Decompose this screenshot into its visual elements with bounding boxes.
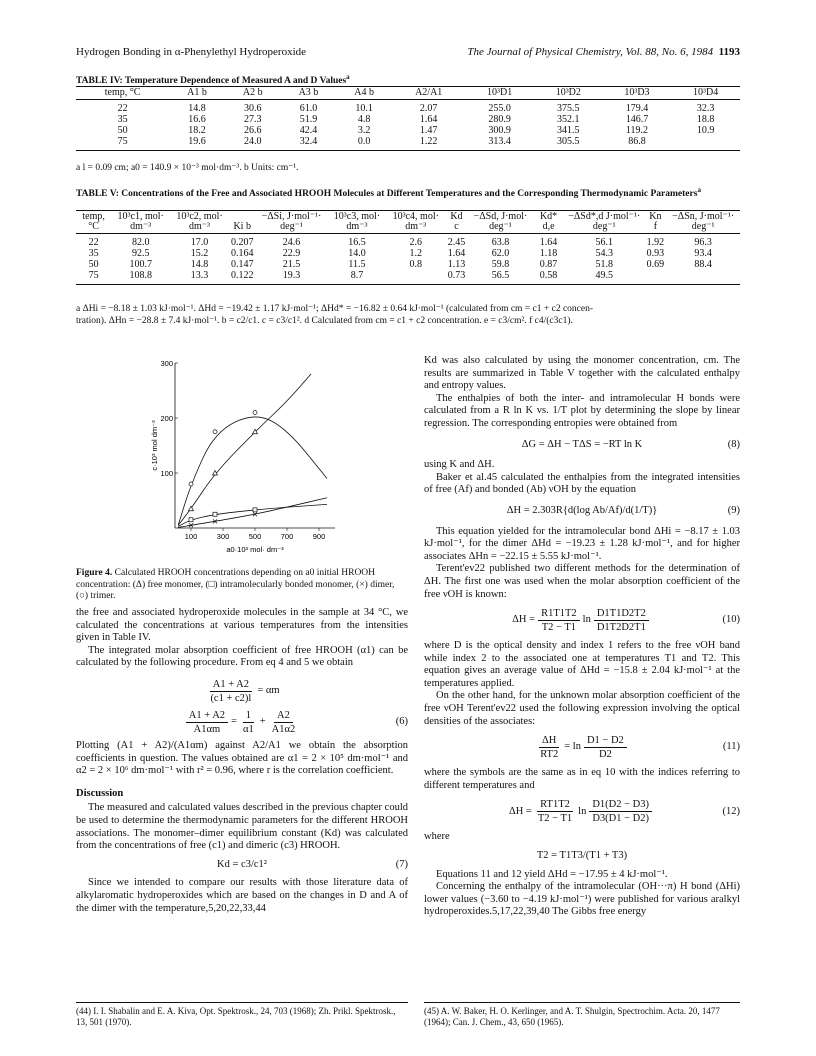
right-paragraph-2: The enthalpies of both the inter- and intramolecular H bonds were calculated from a R ln K vs. 1/T plot by determining the slope by linear regression. The corresponding entropies were obtained from (424, 392, 740, 429)
data-point (213, 512, 217, 516)
table4-header-2: A2 b (225, 87, 281, 100)
table-cell: 92.5 (131, 248, 150, 259)
equation-8: ΔG = ΔH − TΔS = −RT ln K (8) (521, 438, 740, 450)
equation-6a: $\frac{A1 + A2}{(c1 + c2)l}$ = αm (210, 678, 280, 704)
table-cell: 50 (88, 259, 99, 270)
table-cell: 2.07 (419, 103, 438, 114)
table-cell: 54.3 (595, 248, 613, 259)
table-cell: 10.9 (696, 125, 715, 136)
y-tick-label: 300 (160, 359, 173, 368)
table-cell: 1.22 (392, 136, 465, 151)
table5-header-0: temp, °C (76, 211, 111, 234)
table-cell: 0.69 (646, 259, 665, 270)
table5-header-12: −ΔSn, J·mol⁻¹· deg⁻¹ (666, 211, 740, 234)
figure4-chart (145, 355, 345, 565)
table-cell: 49.5 (564, 270, 644, 285)
table-cell: 1.64 (447, 248, 466, 259)
table4-footnote: a l = 0.09 cm; a0 = 140.9 × 10⁻³ mol·dm⁻³. b Units: cm⁻¹. (76, 163, 299, 173)
table5-header-4: −ΔSi, J·mol⁻¹· deg⁻¹ (255, 211, 327, 234)
table-cell: 18.8 (696, 114, 715, 125)
right-paragraph-9: where the symbols are the same as in eq 10 with the indices referring to different temperatures and (424, 767, 740, 791)
table-cell: 10.1 (355, 103, 373, 114)
table-cell: 62.0 (491, 248, 510, 259)
table5-header-5: 10³c3, mol· dm⁻³ (328, 211, 387, 234)
table4 (76, 86, 740, 151)
table-cell: 21.5 (282, 259, 301, 270)
right-paragraph-7: where D is the optical density and index 1 refers to the free νOH band while index 2 to the associated one at temperatures T1 and T2. This equation gives an average value of ΔHd = −15.8 ± 2.04 kJ·mol⁻¹ at the temperatures applied. (424, 640, 740, 689)
table5-header-3: Ki b (229, 211, 256, 234)
right-paragraph-12: Concerning the enthalpy of the intramolecular (OH···π) H bond (ΔHi) lower values (−3.60 to −4.19 kJ·mol⁻¹) were published for various aralkyl hydroperoxides.5,17,22,39,40 The Gibbs free energy (424, 881, 740, 918)
table-cell: 19.3 (255, 270, 327, 285)
table-cell: 50 (117, 125, 128, 136)
table-cell: 35 (117, 114, 128, 125)
table4-header-4: A4 b (336, 87, 392, 100)
table-cell: 1.13 (447, 259, 466, 270)
running-title: Hydrogen Bonding in α-Phenylethyl Hydroperoxide (76, 46, 307, 58)
table-cell: 56.1 (595, 237, 613, 248)
table-cell: 1.18 (539, 248, 558, 259)
right-paragraph-3: using K and ΔH. (424, 459, 495, 471)
table-cell: 280.9 (488, 114, 511, 125)
table-cell: 14.8 (188, 103, 206, 114)
table-cell: 82.0 (131, 237, 150, 248)
table-cell: 35 (88, 248, 99, 259)
table-cell: 19.6 (169, 136, 225, 151)
x-axis-label: a0·10³ mol· dm⁻³ (226, 545, 284, 554)
table4-header-5: A2/A1 (392, 87, 465, 100)
table4-header-9: 10³D4 (671, 87, 740, 100)
table4-header-3: A3 b (281, 87, 337, 100)
table-cell: 24.6 (282, 237, 301, 248)
table-cell: 108.8 (111, 270, 170, 285)
table-cell: 0.8 (409, 259, 423, 270)
table-cell: 119.2 (625, 125, 649, 136)
table-cell: 75 (76, 270, 111, 285)
table-row (76, 259, 740, 270)
table-cell: 11.5 (348, 259, 366, 270)
table-cell: 22 (117, 103, 128, 114)
discussion-heading: Discussion (76, 787, 124, 799)
table-cell: 63.8 (491, 237, 510, 248)
table5-caption: TABLE V: Concentrations of the Free and Associated HROOH Molecules at Different Temperatures and the Corresponding Thermodynamic Parameters$^a$ (76, 186, 701, 200)
table5-header-11: Kn f (644, 211, 666, 234)
data-point (213, 430, 217, 434)
table-row (76, 114, 740, 125)
table-cell: 179.4 (625, 103, 649, 114)
table-cell: 96.3 (694, 237, 712, 248)
data-point (253, 411, 257, 415)
table-cell: 146.7 (625, 114, 649, 125)
table-cell: 1.92 (646, 237, 665, 248)
footnote-rule-left (76, 1002, 408, 1003)
equation-11: $\frac{\Delta H}{RT2}$ = ln $\frac{D1 - D2}{D2}$ (11) (540, 735, 740, 761)
table4-caption: TABLE IV: Temperature Dependence of Measured A and D Values$^a$ (76, 73, 350, 87)
left-paragraph-5: Since we intended to compare our results with those literature data of alkylaromatic hydroperoxides which are based on the changes in D and A of the dimer with the temperature,5,20,22,33,44 (76, 877, 408, 914)
table-cell: 2.45 (447, 237, 466, 248)
table-cell: 100.7 (129, 259, 152, 270)
table4-header-8: 10³D3 (603, 87, 672, 100)
table-cell: 352.1 (557, 114, 580, 125)
journal-citation: The Journal of Physical Chemistry, Vol. 88, No. 6, 1984 1193 (467, 46, 740, 58)
right-paragraph-11: Equations 11 and 12 yield ΔHd = −17.95 ± 4 kJ·mol⁻¹. (436, 868, 668, 880)
right-paragraph-4: Baker et al.45 calculated the enthalpies from the integrated intensities of free (Af) and bonded (Ab) νOH by the equation (424, 471, 740, 496)
table-cell: 1.47 (419, 125, 438, 136)
right-paragraph-8: On the other hand, for the unknown molar absorption coefficient of the free νOH Terent'ev22 used the following expression involving the optical densities of the associates: (424, 690, 740, 727)
y-axis-label: c·10³ mol dm⁻³ (150, 420, 159, 471)
left-column (76, 607, 408, 915)
table-cell: 341.5 (557, 125, 580, 136)
table-cell: 0.73 (445, 270, 468, 285)
table-cell (386, 270, 445, 285)
data-point (189, 482, 193, 486)
table-cell: 22.9 (282, 248, 301, 259)
footnote-rule-right (424, 1002, 740, 1003)
table5-header-6: 10³c4, mol· dm⁻³ (386, 211, 445, 234)
data-point (253, 508, 257, 512)
left-paragraph-2: The integrated molar absorption coefficient of free HROOH (α1) can be calculated by the following procedure. From eq 4 and 5 we obtain (76, 644, 408, 669)
table-cell: 1.64 (539, 237, 558, 248)
table-cell: 4.8 (357, 114, 371, 125)
table-cell: 18.2 (188, 125, 206, 136)
figure4-caption: Figure 4. Calculated HROOH concentrations depending on a0 initial HROOH concentration: (Δ) free monomer, (□) intramolecularly bonded monomer, (×) dimer, (○) trimer. (76, 568, 395, 601)
table-cell: 0.207 (230, 237, 254, 248)
table-cell: 61.0 (299, 103, 318, 114)
equation-12: ΔH = $\frac{RT1T2}{T2 - T1}$ ln $\frac{D1(D2 - D3)}{D3(D1 - D2)}$ (12) (508, 799, 740, 825)
table-cell: 15.2 (190, 248, 209, 259)
table-cell: 30.6 (243, 103, 262, 114)
table5-footnote-2: tration). ΔHn = −28.8 ± 7.4 kJ·mol⁻¹. b = c2/c1. c = c3/c1². d Calculated from cm = c1 + c2 concentration. e = c3/cm². f c4/(c3c1). (76, 316, 573, 326)
data-point (189, 518, 193, 522)
equation-6b: $\frac{A1 + A2}{A1\alpha m}$ = $\frac{1}{\alpha 1}$ + $\frac{A2}{A1\alpha 2}$ (6) (76, 709, 408, 736)
table-row (76, 136, 740, 151)
table-cell: 32.4 (281, 136, 337, 151)
table-cell: 375.5 (557, 103, 580, 114)
table-row (76, 270, 740, 285)
table-row (76, 125, 740, 136)
x-tick-label: 900 (312, 532, 326, 541)
series-line-1 (178, 504, 327, 526)
reference-44: (44) I. I. Shabalin and E. A. Kiva, Opt. Spektrosk., 24, 703 (1968); Zh. Prikl. Spektrosk., 13, 501 (1970). (76, 1006, 396, 1027)
table-cell: 16.6 (188, 114, 206, 125)
table5-header-10: −ΔSd*,d J·mol⁻¹· deg⁻¹ (564, 211, 644, 234)
table-cell: 255.0 (488, 103, 511, 114)
table5 (76, 210, 740, 285)
table5-header-1: 10³c1, mol· dm⁻³ (111, 211, 170, 234)
left-paragraph-4: The measured and calculated values described in the previous chapter could be used to determine the thermodynamic parameters for the different HROOH associations. The monomer–dimer equilibrium constant (Kd) was calculated from the concentrations of free (c1) and dimeric (c3) HROOH. (76, 802, 408, 852)
table-cell: 59.8 (491, 259, 510, 270)
table4-header-1: A1 b (169, 87, 225, 100)
right-paragraph-5: This equation yielded for the intramolecular bond ΔHi = −8.17 ± 1.03 kJ·mol⁻¹, for the dimer ΔHd = −19.23 ± 1.28 kJ·mol⁻¹, and for higher associates ΔHn = −22.15 ± 5.55 kJ·mol⁻¹. (424, 525, 740, 562)
table4-header-0: temp, °C (76, 87, 169, 100)
table-cell (666, 270, 740, 285)
table5-footnote-1: a ΔHi = −8.18 ± 1.03 kJ·mol⁻¹. ΔHd = −19.42 ± 1.17 kJ·mol⁻¹; ΔHd* = −16.82 ± 0.64 kJ·mol⁻¹ (calculated from cm = c1 + c2 concen- (76, 304, 594, 314)
table-cell: 313.4 (465, 136, 534, 151)
table5-header-8: −ΔSd, J·mol· deg⁻¹ (468, 211, 533, 234)
equation-7: Kd = c3/c1² (7) (217, 858, 408, 870)
table5-header-9: Kd* d,e (533, 211, 564, 234)
table-cell: 32.3 (696, 103, 715, 114)
table-cell: 305.5 (534, 136, 603, 151)
table-cell: 0.93 (646, 248, 665, 259)
table4-header-6: 10³D1 (465, 87, 534, 100)
y-tick-label: 200 (160, 414, 173, 423)
table-cell: 51.9 (299, 114, 318, 125)
equation-10: ΔH = $\frac{R1T1T2}{T2 - T1}$ ln $\frac{D1T1D2T2}{D1T2D2T1}$ (10) (512, 608, 740, 634)
table-cell: 2.6 (409, 237, 423, 248)
table-cell: 8.7 (328, 270, 387, 285)
table-cell: 17.0 (190, 237, 209, 248)
series-line-2 (178, 498, 327, 528)
table-cell: 27.3 (243, 114, 262, 125)
table-cell: 26.6 (243, 125, 262, 136)
left-paragraph-1: the free and associated hydroperoxide molecules in the sample at 34 °C, we calculated the concentrations at various temperatures from the intensities given in Table IV. (76, 607, 408, 644)
table-cell: 13.3 (170, 270, 229, 285)
table5-header-2: 10³c2, mol· dm⁻³ (170, 211, 229, 234)
table-cell: 1.2 (409, 248, 423, 259)
table-cell: 86.8 (603, 136, 672, 151)
table-cell: 51.8 (595, 259, 613, 270)
table-cell: 88.4 (694, 259, 712, 270)
left-paragraph-3: Plotting (A1 + A2)/(A1αm) against A2/A1 we obtain the absorption coefficients in question. The values obtained are α1 = 2 × 10⁵ dm·mol⁻¹ and α2 = 2 × 10⁶ dm·mol⁻¹ with r² = 0.96, where r is the correlation coefficient. (76, 739, 408, 777)
right-paragraph-10: where (424, 831, 450, 843)
table5-header-7: Kd c (445, 211, 468, 234)
table-row (76, 248, 740, 259)
right-column (424, 355, 740, 919)
table-cell: 14.8 (190, 259, 209, 270)
table-cell: 56.5 (468, 270, 533, 285)
table-cell: 0.164 (230, 248, 254, 259)
table-cell: 16.5 (348, 237, 366, 248)
x-tick-label: 300 (216, 532, 230, 541)
table-cell: 300.9 (488, 125, 511, 136)
table-cell: 0.0 (336, 136, 392, 151)
table-cell (644, 270, 666, 285)
reference-45: (45) A. W. Baker, H. O. Kerlinger, and A. T. Shulgin, Spectrochim. Acta. 20, 1477 (1964); Can. J. Chem., 43, 650 (1965). (424, 1006, 720, 1027)
right-paragraph-6: Terent'ev22 published two different methods for the determination of ΔH. The first one was used when the molar absorption coefficient of the free νOH is known: (424, 563, 740, 600)
right-paragraph-1: Kd was also calculated by using the monomer concentration, cm. The results are summarized in Table V together with the calculated enthalpy and entropy values. (424, 355, 740, 392)
table-cell: 14.0 (348, 248, 366, 259)
data-point (189, 506, 194, 511)
equation-13: T2 = T1T3/(T1 + T3) (536, 850, 628, 862)
table-cell: 1.64 (419, 114, 438, 125)
equation-9: ΔH = 2.303R{d(log Ab/Af)/d(1/T)} (9) (506, 504, 740, 516)
x-tick-label: 500 (248, 532, 262, 541)
page-number: 1193 (718, 46, 740, 58)
table4-header-7: 10³D2 (534, 87, 603, 100)
table-cell: 0.147 (230, 259, 254, 270)
table-cell: 75 (76, 136, 169, 151)
x-tick-label: 700 (280, 532, 294, 541)
table-cell: 0.122 (229, 270, 256, 285)
y-tick-label: 100 (160, 469, 173, 478)
table-cell (671, 136, 740, 151)
x-tick-label: 100 (184, 532, 198, 541)
table-cell: 24.0 (225, 136, 281, 151)
series-line-0 (178, 374, 311, 525)
table-cell: 3.2 (357, 125, 371, 136)
table-row (76, 234, 740, 249)
table-cell: 93.4 (694, 248, 712, 259)
table-cell: 42.4 (299, 125, 318, 136)
table-cell: 22 (88, 237, 99, 248)
table-cell: 0.58 (533, 270, 564, 285)
table-cell: 0.87 (539, 259, 558, 270)
table-row (76, 100, 740, 115)
